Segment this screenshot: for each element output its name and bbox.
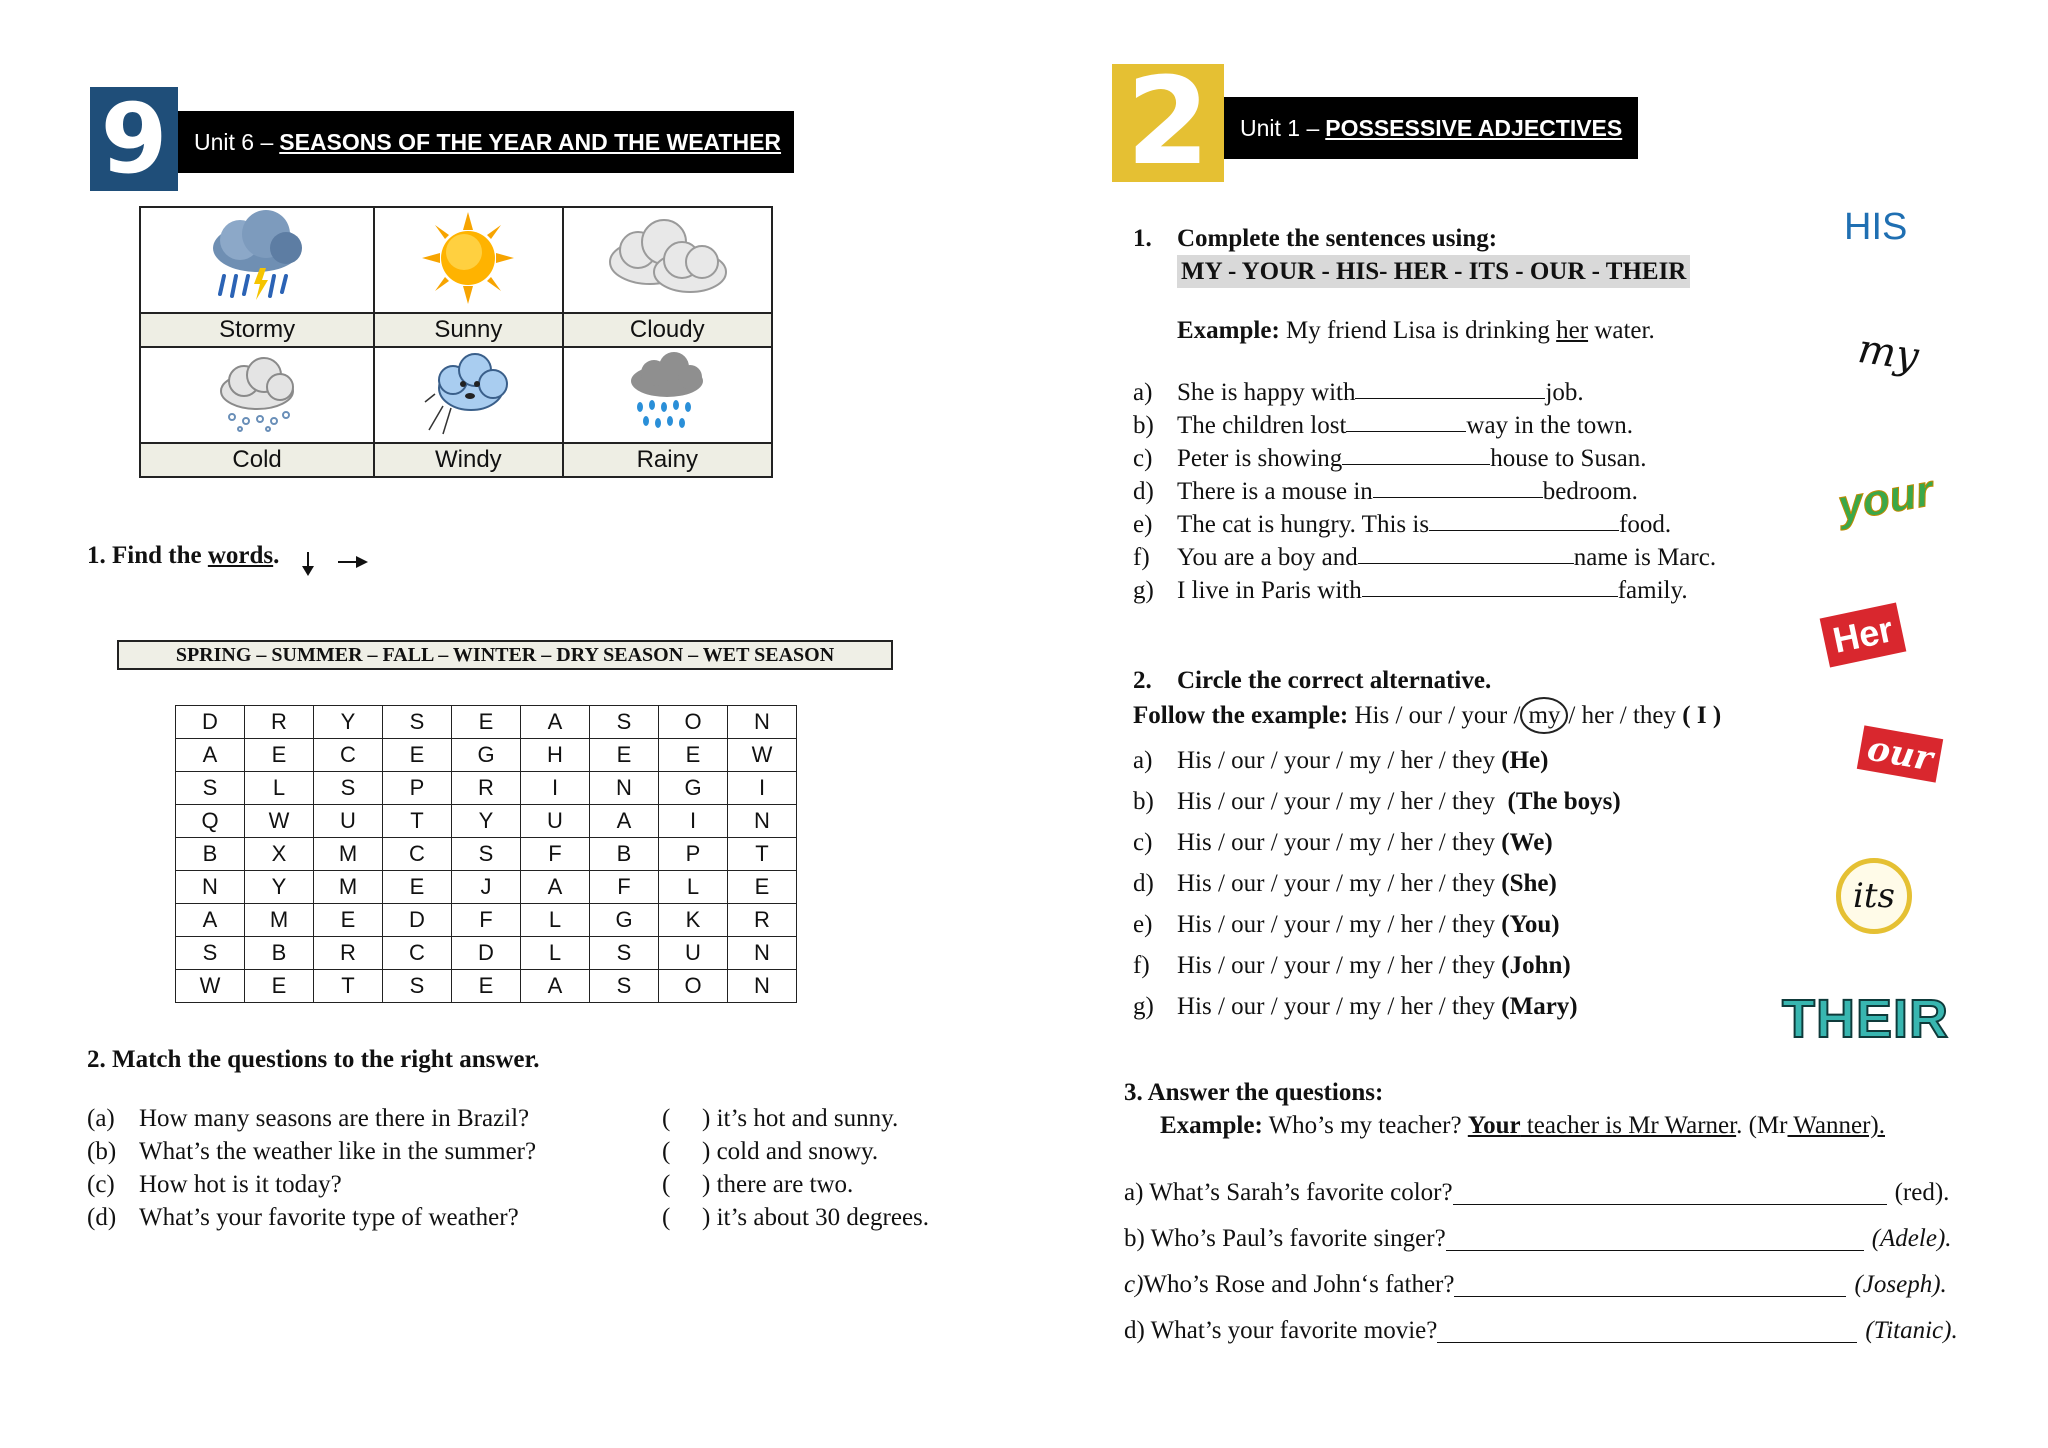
ex-title: Circle the correct alternative. — [1177, 667, 1492, 694]
grid-row — [176, 805, 797, 838]
question-text: How many seasons are there in Brazil? — [139, 1105, 530, 1132]
grid-cell[interactable]: A — [521, 871, 590, 904]
title-text: 1. Find the — [87, 542, 208, 569]
example-hint: Wanner). — [1787, 1112, 1885, 1139]
grid-cell[interactable]: T — [314, 970, 383, 1003]
sentence-start: The cat is hungry. This is — [1177, 511, 1430, 538]
title-text-end: . — [273, 542, 280, 569]
fill-blank[interactable] — [1429, 508, 1619, 531]
follow-example — [1133, 697, 1721, 734]
grid-cell[interactable]: U — [659, 937, 728, 970]
grid-cell[interactable]: N — [728, 805, 797, 838]
grid-cell[interactable]: M — [314, 838, 383, 871]
alt-subject: (We) — [1501, 829, 1553, 856]
grid-row — [176, 970, 797, 1003]
answer-line[interactable] — [1453, 1182, 1887, 1205]
grid-cell[interactable]: E — [728, 871, 797, 904]
follow-text: His / our / your / — [1348, 702, 1521, 729]
direction-arrows-icon — [298, 548, 368, 578]
grid-cell[interactable]: A — [176, 904, 245, 937]
grid-cell[interactable]: D — [383, 904, 452, 937]
sentence-label: c) — [1133, 445, 1153, 472]
sentence-end: bedroom. — [1542, 478, 1638, 505]
her-word-art — [1820, 602, 1907, 667]
sentence-start: She is happy with — [1177, 379, 1356, 406]
answer-hint: (Joseph). — [1854, 1271, 1947, 1298]
title-underlined: words — [207, 542, 274, 569]
grid-cell[interactable]: N — [590, 772, 659, 805]
sentence-start: Peter is showing — [1177, 445, 1343, 472]
sentence-end: job. — [1545, 379, 1584, 406]
fill-blank[interactable] — [1362, 574, 1618, 597]
example-label: Example: — [1160, 1112, 1263, 1139]
grid-row — [176, 904, 797, 937]
answer-blank[interactable]: ( — [662, 1171, 671, 1198]
sentence-label: d) — [1133, 478, 1154, 505]
weather-label: Stormy — [140, 313, 374, 347]
word-bank: MY - YOUR - HIS- HER - ITS - OUR - THEIR — [1177, 255, 1690, 288]
your-word-art: your — [1834, 466, 1937, 531]
example-answer: her — [1556, 317, 1589, 344]
question-text: a) What’s Sarah’s favorite color? — [1124, 1179, 1453, 1206]
grid-cell[interactable]: E — [452, 706, 521, 739]
sentence-label: b) — [1133, 412, 1154, 439]
answer-blank[interactable]: ( — [662, 1204, 671, 1231]
alt-options[interactable]: His / our / your / my / her / they — [1177, 870, 1496, 897]
grid-cell[interactable]: B — [245, 937, 314, 970]
unit-number: 2 — [1126, 53, 1210, 192]
grid-cell[interactable]: E — [245, 970, 314, 1003]
question-row — [87, 1135, 536, 1168]
grid-cell[interactable]: E — [383, 871, 452, 904]
grid-cell[interactable]: M — [245, 904, 314, 937]
ex-number: 1. — [1133, 225, 1152, 252]
grid-cell[interactable]: M — [314, 871, 383, 904]
follow-text-end: / her / they — [1568, 702, 1683, 729]
example-text-end: water. — [1588, 317, 1655, 344]
alt-options[interactable]: His / our / your / my / her / they — [1177, 747, 1496, 774]
grid-cell[interactable]: R — [452, 772, 521, 805]
my-word-art: my — [1855, 326, 1922, 380]
grid-cell[interactable]: R — [728, 904, 797, 937]
sentence-label: f) — [1133, 544, 1150, 571]
windy-cloud-icon — [423, 350, 513, 436]
alt-subject: (He) — [1501, 747, 1549, 774]
answer-row — [662, 1102, 929, 1135]
answer-text: ) it’s hot and sunny. — [702, 1105, 899, 1132]
answer-blank[interactable]: ( — [662, 1105, 671, 1132]
grid-cell[interactable]: E — [383, 739, 452, 772]
unit-number: 9 — [100, 83, 168, 195]
answer-hint: (red). — [1894, 1179, 1950, 1206]
sentence-end: way in the town. — [1466, 412, 1634, 439]
grid-cell[interactable]: U — [314, 805, 383, 838]
sentences-list — [1133, 376, 1716, 607]
fill-blank[interactable] — [1346, 409, 1466, 432]
ex3-title: 3. Answer the questions: — [1124, 1079, 1384, 1106]
answer-row — [662, 1201, 929, 1234]
grid-cell[interactable]: G — [590, 904, 659, 937]
answer-row — [662, 1135, 929, 1168]
grid-cell[interactable]: H — [521, 739, 590, 772]
its-word-text: its — [1853, 876, 1895, 916]
sentence-label: g) — [1133, 577, 1154, 604]
grid-cell[interactable]: T — [383, 805, 452, 838]
grid-cell[interactable]: S — [590, 970, 659, 1003]
grid-cell[interactable]: A — [521, 706, 590, 739]
our-word-text: our — [1864, 728, 1936, 780]
fill-blank[interactable] — [1355, 376, 1545, 399]
grid-cell[interactable]: W — [245, 805, 314, 838]
example-question: Who’s my teacher? — [1262, 1112, 1468, 1139]
grid-row — [176, 739, 797, 772]
weather-label: Rainy — [563, 443, 772, 477]
alt-label: g) — [1133, 993, 1154, 1020]
alt-label: c) — [1133, 829, 1153, 856]
weather-label: Windy — [374, 443, 562, 477]
question-row — [87, 1102, 536, 1135]
grid-cell[interactable]: F — [521, 838, 590, 871]
grid-cell[interactable]: F — [590, 871, 659, 904]
question-row — [87, 1168, 536, 1201]
grid-cell[interactable]: N — [728, 937, 797, 970]
question-label: (d) — [87, 1204, 117, 1231]
question-label: (b) — [87, 1138, 117, 1165]
grid-cell[interactable]: T — [728, 838, 797, 871]
unit-banner-2 — [1224, 97, 1638, 159]
grid-cell[interactable]: S — [383, 706, 452, 739]
ex3-example — [1160, 1109, 1885, 1142]
grid-cell[interactable]: B — [176, 838, 245, 871]
sentence-start: I live in Paris with — [1177, 577, 1362, 604]
alt-label: d) — [1133, 870, 1154, 897]
complete-sentences-section — [1133, 222, 1793, 347]
his-word-art: HIS — [1844, 206, 1908, 248]
follow-label: Follow the example: — [1133, 702, 1349, 729]
grid-cell[interactable]: S — [452, 838, 521, 871]
ex-title: Complete the sentences using: — [1177, 225, 1498, 252]
grid-cell[interactable]: S — [176, 772, 245, 805]
ex1-heading — [1133, 222, 1793, 255]
grid-cell[interactable]: L — [521, 937, 590, 970]
example-label: Example: — [1177, 317, 1280, 344]
question-label: (a) — [87, 1105, 115, 1132]
grid-cell[interactable]: R — [245, 706, 314, 739]
answer-hint: (Titanic). — [1865, 1317, 1958, 1344]
grid-row — [176, 838, 797, 871]
grid-cell[interactable]: L — [245, 772, 314, 805]
weather-cell-cloudy — [563, 207, 772, 313]
weather-cell-cold — [140, 347, 374, 443]
grid-cell[interactable]: I — [659, 805, 728, 838]
unit-prefix: Unit 6 – — [194, 128, 274, 155]
sentence-start: The children lost — [1177, 412, 1347, 439]
grid-cell[interactable]: L — [521, 904, 590, 937]
fill-blank[interactable] — [1358, 541, 1574, 564]
sun-icon — [420, 210, 516, 306]
our-word-art — [1857, 725, 1943, 782]
weather-cell-sunny — [374, 207, 562, 313]
alternatives-list — [1133, 740, 1621, 1027]
answer-line[interactable] — [1437, 1320, 1857, 1343]
grid-cell[interactable]: N — [728, 970, 797, 1003]
alt-subject: (The boys) — [1507, 788, 1621, 815]
grid-cell[interactable]: W — [728, 739, 797, 772]
alt-options[interactable]: His / our / your / my / her / they — [1177, 829, 1496, 856]
example-tail: . (Mr — [1736, 1112, 1788, 1139]
grid-cell[interactable]: J — [452, 871, 521, 904]
answer-text: ) cold and snowy. — [702, 1138, 879, 1165]
questions-list — [87, 1102, 536, 1234]
alt-label: a) — [1133, 747, 1153, 774]
grid-cell[interactable]: S — [176, 937, 245, 970]
alt-options[interactable]: His / our / your / my / her / they — [1177, 911, 1496, 938]
sentence-label: a) — [1133, 379, 1153, 406]
grid-cell[interactable]: Q — [176, 805, 245, 838]
question-text: Who’s Rose and John‘s father? — [1143, 1271, 1455, 1298]
answer-row — [662, 1168, 929, 1201]
question-text: What’s the weather like in the summer? — [139, 1138, 537, 1165]
word-search-grid — [175, 705, 797, 1003]
answer-text: ) it’s about 30 degrees. — [702, 1204, 930, 1231]
grid-cell[interactable]: A — [176, 739, 245, 772]
weather-table — [139, 206, 773, 478]
grid-cell[interactable]: L — [659, 871, 728, 904]
answer-line[interactable] — [1454, 1274, 1846, 1297]
grid-cell[interactable]: C — [314, 739, 383, 772]
cold-cloud-icon — [212, 353, 302, 433]
cloud-icon — [602, 212, 732, 304]
grid-cell[interactable]: E — [452, 970, 521, 1003]
weather-label: Sunny — [374, 313, 562, 347]
alt-options[interactable]: His / our / your / my / her / they — [1177, 788, 1496, 815]
unit-banner — [178, 111, 794, 173]
grid-cell[interactable]: B — [590, 838, 659, 871]
answers-list — [662, 1102, 929, 1234]
grid-cell[interactable]: S — [314, 772, 383, 805]
grid-cell[interactable]: E — [659, 739, 728, 772]
weather-cell-windy — [374, 347, 562, 443]
question-text: How hot is it today? — [139, 1171, 342, 1198]
alt-label: e) — [1133, 911, 1153, 938]
grid-cell[interactable]: D — [176, 706, 245, 739]
grid-cell[interactable]: E — [245, 739, 314, 772]
sentence-end: food. — [1619, 511, 1672, 538]
weather-cell-stormy — [140, 207, 374, 313]
grid-cell[interactable]: E — [590, 739, 659, 772]
grid-cell[interactable]: S — [383, 970, 452, 1003]
grid-cell[interactable]: C — [383, 937, 452, 970]
grid-row — [176, 706, 797, 739]
alt-subject: (She) — [1501, 870, 1557, 897]
grid-cell[interactable]: I — [521, 772, 590, 805]
circled-answer: my — [1520, 697, 1568, 734]
alt-label: b) — [1133, 788, 1154, 815]
weather-label: Cloudy — [563, 313, 772, 347]
grid-cell[interactable]: N — [176, 871, 245, 904]
weather-label: Cold — [140, 443, 374, 477]
alt-label: f) — [1133, 952, 1150, 979]
their-word-art: THEIR — [1782, 989, 1949, 1049]
grid-cell[interactable]: G — [452, 739, 521, 772]
answer-hint: (Adele). — [1871, 1225, 1952, 1252]
grid-cell[interactable]: Y — [452, 805, 521, 838]
sentence-end: family. — [1617, 577, 1688, 604]
example-text: My friend Lisa is drinking — [1279, 317, 1557, 344]
question-text: b) Who’s Paul’s favorite singer? — [1124, 1225, 1446, 1252]
grid-cell[interactable]: F — [452, 904, 521, 937]
her-word-text: Her — [1829, 608, 1897, 661]
grid-cell[interactable]: C — [383, 838, 452, 871]
unit-title: POSSESSIVE ADJECTIVES — [1325, 114, 1623, 141]
sentence-end: house to Susan. — [1490, 445, 1647, 472]
answer-line[interactable] — [1446, 1228, 1864, 1251]
grid-cell[interactable]: G — [659, 772, 728, 805]
answer-questions-list — [1124, 1170, 1994, 1354]
grid-row — [176, 772, 797, 805]
alt-options[interactable]: His / our / your / my / her / they — [1177, 952, 1496, 979]
question-text: d) What’s your favorite movie? — [1124, 1317, 1438, 1344]
match-title: 2. Match the questions to the right answer. — [87, 1046, 540, 1073]
sentence-start: You are a boy and — [1177, 544, 1358, 571]
weather-cell-rainy — [563, 347, 772, 443]
alt-subject: (Mary) — [1501, 993, 1578, 1020]
grid-cell[interactable]: A — [590, 805, 659, 838]
alt-options[interactable]: His / our / your / my / her / they — [1177, 993, 1496, 1020]
grid-cell[interactable]: X — [245, 838, 314, 871]
unit-number-badge — [90, 83, 178, 195]
sentence-end: name is Marc. — [1573, 544, 1717, 571]
grid-cell[interactable]: P — [383, 772, 452, 805]
grid-cell[interactable]: N — [728, 706, 797, 739]
its-word-art — [1836, 858, 1912, 934]
fill-blank[interactable] — [1342, 442, 1490, 465]
grid-cell[interactable]: U — [521, 805, 590, 838]
grid-cell[interactable]: W — [176, 970, 245, 1003]
ex-number: 2. — [1133, 667, 1152, 694]
stormy-cloud-icon — [202, 210, 312, 306]
question-text: What’s your favorite type of weather? — [139, 1204, 519, 1231]
unit-number-badge-2 — [1112, 53, 1224, 192]
example-answer-strong: Your — [1467, 1112, 1521, 1139]
example-line — [1177, 314, 1793, 347]
circle-alternative-section — [1133, 664, 1721, 734]
grid-cell[interactable]: R — [314, 937, 383, 970]
grid-cell[interactable]: Y — [314, 706, 383, 739]
sentence-start: There is a mouse in — [1177, 478, 1373, 505]
answer-text: ) there are two. — [702, 1171, 854, 1198]
grid-row — [176, 871, 797, 904]
example-answer: teacher is Mr Warner — [1520, 1112, 1737, 1139]
grid-cell[interactable]: A — [521, 970, 590, 1003]
grid-row — [176, 937, 797, 970]
fill-blank[interactable] — [1373, 475, 1543, 498]
grid-cell[interactable]: E — [314, 904, 383, 937]
question-label: (c) — [87, 1171, 115, 1198]
grid-cell[interactable]: S — [590, 706, 659, 739]
question-label: c) — [1124, 1271, 1144, 1298]
grid-cell[interactable]: D — [452, 937, 521, 970]
grid-cell[interactable]: I — [728, 772, 797, 805]
grid-cell[interactable]: O — [659, 706, 728, 739]
unit-prefix: Unit 1 – — [1240, 114, 1320, 141]
rain-cloud-icon — [622, 351, 712, 435]
alt-subject: (You) — [1501, 911, 1560, 938]
question-row — [87, 1201, 536, 1234]
grid-cell[interactable]: Y — [245, 871, 314, 904]
grid-cell[interactable]: K — [659, 904, 728, 937]
grid-cell[interactable]: O — [659, 970, 728, 1003]
grid-cell[interactable]: S — [590, 937, 659, 970]
word-list-box: SPRING – SUMMER – FALL – WINTER – DRY SEASON – WET SEASON — [117, 640, 893, 670]
find-words-title — [87, 542, 279, 570]
answer-questions-section — [1124, 1076, 1885, 1142]
sentence-label: e) — [1133, 511, 1153, 538]
alt-subject: (John) — [1501, 952, 1571, 979]
answer-blank[interactable]: ( — [662, 1138, 671, 1165]
unit-title: SEASONS OF THE YEAR AND THE WEATHER — [279, 128, 782, 155]
follow-subject: ( I ) — [1682, 702, 1722, 729]
grid-cell[interactable]: P — [659, 838, 728, 871]
